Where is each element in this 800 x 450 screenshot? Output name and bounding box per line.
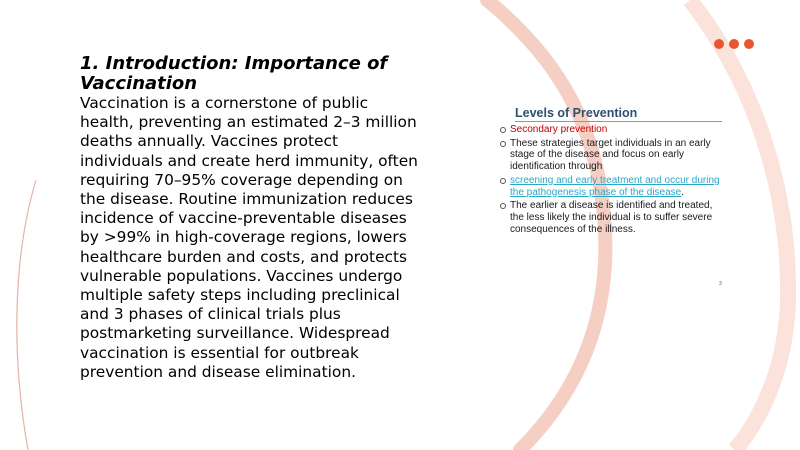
orange-dot-icon xyxy=(729,39,739,49)
orange-dot-icon xyxy=(744,39,754,49)
panel-divider xyxy=(515,121,722,122)
list-item xyxy=(500,200,722,235)
orange-dot-icon xyxy=(714,39,724,49)
hollow-circle-bullet-icon xyxy=(500,178,506,184)
list-item-text: The earlier a disease is identified and treated, the less likely the individual is to suffer severe consequences of the illness. xyxy=(510,200,713,235)
hollow-circle-bullet-icon xyxy=(500,203,506,209)
levels-of-prevention-panel xyxy=(500,100,728,300)
page-number: 3 xyxy=(719,281,722,287)
screening-link[interactable]: screening and early treatment and occur during the pathogenesis phase of the disease xyxy=(510,174,720,198)
hollow-circle-bullet-icon xyxy=(500,141,506,147)
dots-decoration xyxy=(714,39,754,49)
list-item xyxy=(500,138,722,173)
panel-list xyxy=(500,124,722,237)
list-item xyxy=(500,175,722,198)
left-arc xyxy=(17,180,36,450)
link-suffix: . xyxy=(681,186,685,198)
list-item-text: These strategies target individuals in an early stage of the disease and focus on early identification through xyxy=(510,137,711,173)
hollow-circle-bullet-icon xyxy=(500,127,506,133)
secondary-prevention-label: Secondary prevention xyxy=(510,124,608,135)
slide-body: Vaccination is a cornerstone of public health, preventing an estimated 2–3 million deaths annually. Vaccines protect individuals and create herd immunity, often requiring 70–95% coverage depending on the disease. Routine immunization reduces incidence of vaccine-preventable diseases by >99% in high-coverage regions, lowers healthcare burden and costs, and protects vulnerable populations. Vaccines undergo multiple safety steps including preclinical and 3 phases of clinical trials plus postmarketing surveillance. Widespread vaccination is essential for outbreak prevention and disease elimination. xyxy=(80,94,418,381)
panel-heading: Levels of Prevention xyxy=(515,106,638,120)
slide-title: 1. Introduction: Importance of Vaccination xyxy=(80,53,388,94)
list-item xyxy=(500,124,722,136)
